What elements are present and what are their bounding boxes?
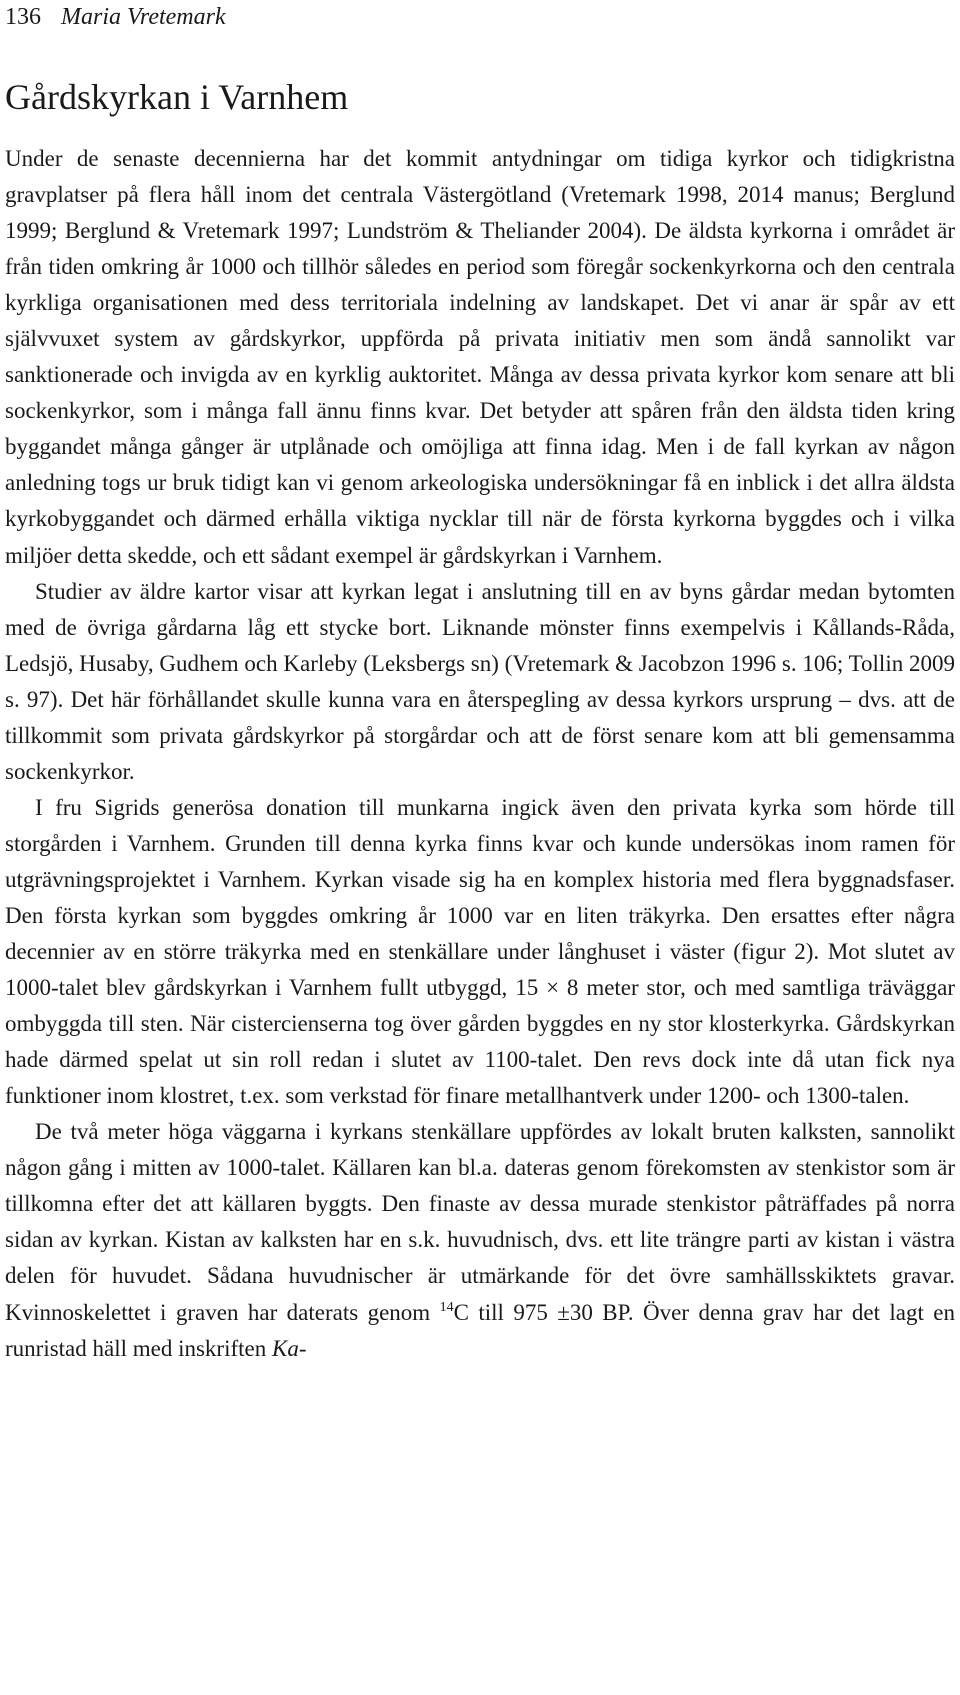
paragraph-4 <box>5 1114 955 1366</box>
paragraph-1: Under de senaste decennierna har det kommit antydningar om tidiga kyrkor och tidigkristna gravplatser på flera håll inom det centrala Västergötland (Vretemark 1998, 2014 manus; Berglund 1999; Berglund & Vretemark 1997; Lundström & Theliander 2004). De äldsta kyrkorna i området är från tiden omkring år 1000 och tillhör således en period som föregår sockenkyrkorna och den centrala kyrkliga organisationen med dess territoriala indelning av landskapet. Det vi anar är spår av ett självvuxet system av gårdskyrkor, uppförda på privata initiativ men som ändå sannolikt var sanktionerade och invigda av en kyrklig auktoritet. Många av dessa privata kyrkor kom senare att bli sockenkyrkor, som i många fall ännu finns kvar. Det betyder att spåren från den äldsta tiden kring byggandet många gånger är utplånade och omöjliga att finna idag. Men i de fall kyrkan av någon anledning togs ur bruk tidigt kan vi genom arkeologiska undersökningar få en inblick i det allra äldsta kyrkobyggandet och därmed erhålla viktiga nycklar till när de första kyrkorna byggdes och i vilka miljöer detta skedde, och ett sådant exempel är gårdskyrkan i Varnhem. <box>5 146 955 568</box>
section-title: Gårdskyrkan i Varnhem <box>5 77 349 117</box>
running-head-author: Maria Vretemark <box>61 4 226 30</box>
paragraph-2: Studier av äldre kartor visar att kyrkan legat i anslutning till en av byns gårdar medan bytomten med de övriga gårdarna låg ett stycke bort. Liknande mönster finns exempelvis i Kållands-Råda, Ledsjö, Husaby, Gudhem och Karleby (Leksbergs sn) (Vretemark & Jacobzon 1996 s. 106; Tollin 2009 s. 97). Det här förhållandet skulle kunna vara en återspegling av dessa kyrkors ursprung – dvs. att de tillkommit som privata gårdskyrkor på storgårdar och att de först senare kom att bli gemensamma sockenkyrkor. <box>5 578 955 784</box>
isotope-superscript: 14 <box>439 1299 454 1315</box>
running-head <box>5 2 226 32</box>
paragraph-4-text-end: C till 975 ±30 BP. Över denna grav har det lagt en runristad häll med inskriften <box>5 1299 955 1361</box>
page-number: 136 <box>5 4 41 30</box>
paragraph-4-text-start: De två meter höga väggarna i kyrkans stenkällare uppfördes av lokalt bruten kalksten, sannolikt någon gång i mitten av 1000-talet. Källaren kan bl.a. dateras genom förekomsten av stenkistor som är tillkomna efter det att källaren byggts. Den finaste av dessa murade stenkistor påträffades på norra sidan av kyrkan. Kistan av kalksten har en s.k. huvudnisch, dvs. ett lite trängre parti av kistan i västra delen för huvudet. Sådana huvudnischer är utmärkande för det övre samhällsskiktets gravar. Kvinnoskelettet i graven har daterats genom <box>5 1119 955 1325</box>
inscription-start: Ka- <box>272 1335 307 1361</box>
paragraph-3: I fru Sigrids generösa donation till munkarna ingick även den privata kyrka som hörde till storgården i Varnhem. Grunden till denna kyrka finns kvar och kunde undersökas inom ramen för utgrävningsprojektet i Varnhem. Kyrkan visade sig ha en komplex historia med flera byggnadsfaser. Den första kyrkan som byggdes omkring år 1000 var en liten träkyrka. Den ersattes efter några decennier av en större träkyrka med en stenkällare under långhuset i väster (figur 2). Mot slutet av 1000-talet blev gårdskyrkan i Varnhem fullt utbyggd, 15 × 8 meter stor, och med samtliga träväggar ombyggda till sten. När cistercienserna tog över gården byggdes en ny stor klosterkyrka. Gårdskyrkan hade därmed spelat ut sin roll redan i slutet av 1100-talet. Den revs dock inte då utan fick nya funktioner inom klostret, t.ex. som verkstad för finare metallhantverk under 1200- och 1300-talen. <box>5 794 955 1109</box>
body-text <box>5 141 955 1367</box>
